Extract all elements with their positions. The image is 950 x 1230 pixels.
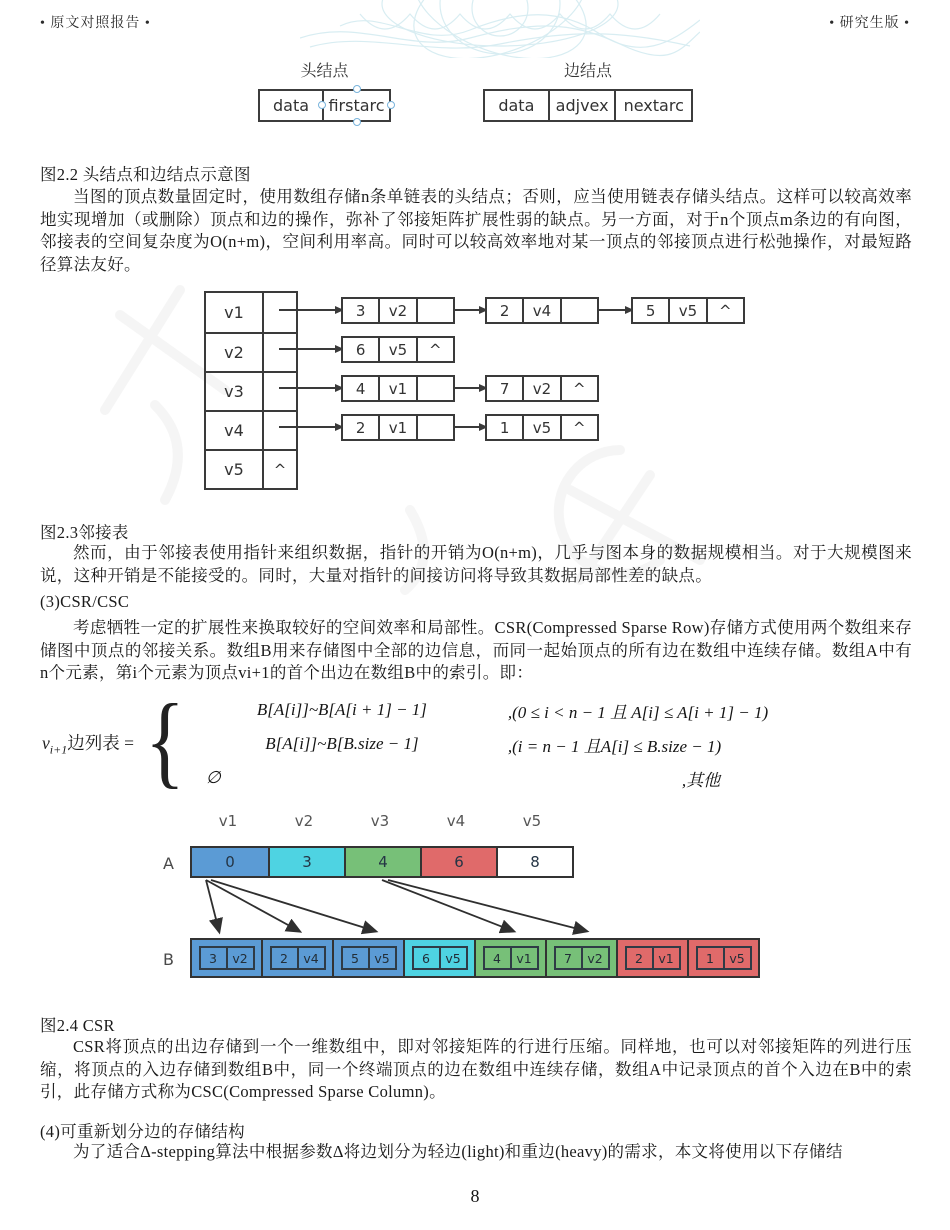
selection-handle-left[interactable] — [318, 101, 326, 109]
list-node — [341, 414, 455, 441]
head-row-v4 — [206, 410, 296, 449]
weight-cell: 5 — [351, 950, 359, 966]
a-cell: 0 — [192, 848, 268, 876]
list-node — [485, 297, 599, 324]
pointer-cell — [262, 334, 296, 371]
vertex-label: v1 — [224, 303, 244, 322]
paragraph-adjacency-intro: 当图的顶点数量固定时，使用数组存储n条单链表的头结点；否则，应当使用链表存储头结点。这样可以较高效率地实现增加（或删除）顶点和边的操作，弥补了邻接矩阵扩展性弱的缺点。另一方面，对于n个顶点m条边的有向图，邻接表的空间复杂度为O(n+m)，空间利用率高。同时可以较高效率地对某一顶点的邻接顶点进行松弛操作，对最短路径算法友好。 — [40, 187, 912, 274]
list-node — [631, 297, 745, 324]
weight-cell: 2 — [355, 418, 366, 437]
vertex-cell: v4 — [297, 948, 324, 968]
edge-node-adjvex-cell: adjvex — [548, 91, 615, 120]
pointer-cell — [262, 412, 296, 449]
pointer-cell — [262, 373, 296, 410]
array-a — [190, 846, 574, 878]
vertex-cell: v5 — [522, 416, 559, 439]
page-number: 8 — [470, 1186, 480, 1206]
list-node — [341, 375, 455, 402]
edge-list-formula — [42, 683, 892, 798]
caption-fig-2-4: 图2.4 CSR — [40, 1016, 115, 1035]
paragraph-csr-csc: CSR将顶点的出边存储到一个一维数组中，即对邻接矩阵的行进行压缩。同样地，也可以对邻接矩阵的列进行压缩，将顶点的入边存储到数组B中，同一个终端顶点的边在数组中连续存储，数组A中记录顶点的首个入边在B中的索引，此存储方式称为CSC(Compressed Sparse Column)。 — [40, 1037, 912, 1101]
vertex-label: v4 — [224, 421, 244, 440]
edge-record — [341, 946, 397, 970]
head-row-v1 — [206, 293, 296, 332]
edge-record — [696, 946, 752, 970]
array-a-label: A — [163, 854, 174, 873]
pointer-cell — [262, 293, 296, 332]
vertex-cell: v4 — [522, 299, 559, 322]
head-node-firstarc-cell: firstarc — [322, 91, 389, 120]
weight-cell: 2 — [280, 950, 288, 966]
vertex-cell: v5 — [368, 948, 395, 968]
a-cell: 4 — [344, 848, 420, 876]
csr-vertex-label: v5 — [522, 812, 542, 830]
b-cell — [616, 938, 689, 978]
vertex-cell: v5 — [439, 948, 466, 968]
csr-figure — [0, 810, 950, 982]
formula-case-1: B[A[i]]~B[A[i + 1] − 1] ,(0 ≤ i < n − 1 且 A[i] ≤ A[i + 1] − 1) — [256, 700, 769, 722]
null-marker: ^ — [416, 338, 453, 361]
vertex-cell: v2 — [581, 948, 608, 968]
edge-node-data-cell: data — [498, 96, 535, 115]
vertex-cell: v1 — [510, 948, 537, 968]
csr-vertex-label: v4 — [446, 812, 466, 830]
header-left: • 原文对照报告 • — [40, 16, 151, 31]
head-node-title: 头结点 — [300, 61, 349, 80]
selection-handle-bottom[interactable] — [353, 118, 361, 126]
vertex-cell: v1 — [652, 948, 679, 968]
caption-fig-2-3: 图2.3邻接表 — [40, 523, 129, 542]
pointer-arrow — [279, 426, 341, 428]
heading-repartition: (4)可重新划分边的存储结构 — [40, 1122, 245, 1141]
weight-cell: 7 — [564, 950, 572, 966]
edge-node-box — [483, 89, 693, 122]
head-row-v3 — [206, 371, 296, 410]
vertex-cell: v2 — [226, 948, 253, 968]
next-pointer-cell — [560, 299, 597, 322]
paragraph-delta-stepping: 为了适合Δ-stepping算法中根据参数Δ将边划分为轻边(light)和重边(heavy)的需求，本文将使用以下存储结 — [73, 1142, 843, 1161]
edge-record — [483, 946, 539, 970]
formula-lhs: $v_{i+1}$边列表 = — [42, 733, 134, 757]
header-right: • 研究生版 • — [829, 16, 910, 31]
formula-cases — [192, 698, 892, 791]
csr-vertex-label: v3 — [370, 812, 390, 830]
b-cell — [474, 938, 547, 978]
weight-cell: 6 — [422, 950, 430, 966]
paragraph-csr-intro: 考虑牺牲一定的扩展性来换取较好的空间效率和局部性。CSR(Compressed Sparse Row)存储方式使用两个数组来存储图中顶点的邻接关系。数组B用来存储图中全部的边信息，而同一起始顶点的所有边在数组中连续存储。数组A中有n个元素，第i个元素为顶点vi+1的首个出边在数组B中的索引。即： — [40, 618, 912, 682]
head-row-v2 — [206, 332, 296, 371]
vertex-label: v3 — [224, 382, 244, 401]
vertex-cell: v5 — [378, 338, 415, 361]
list-node — [485, 414, 599, 441]
vertex-cell: v2 — [378, 299, 415, 322]
array-b — [190, 938, 760, 978]
vertex-cell: v5 — [723, 948, 750, 968]
weight-cell: 2 — [635, 950, 643, 966]
a-cell: 8 — [496, 848, 572, 876]
selection-handle-top[interactable] — [353, 85, 361, 93]
b-cell — [545, 938, 618, 978]
weight-cell: 4 — [355, 379, 366, 398]
null-marker: ^ — [560, 377, 597, 400]
vertex-label: v5 — [224, 460, 244, 479]
edge-record — [270, 946, 326, 970]
weight-cell: 1 — [706, 950, 714, 966]
pointer-arrow — [279, 348, 341, 350]
b-cell — [403, 938, 476, 978]
csr-vertex-label: v2 — [294, 812, 314, 830]
vertex-cell: v2 — [522, 377, 559, 400]
vertex-cell: v5 — [668, 299, 705, 322]
b-cell — [687, 938, 760, 978]
weight-cell: 5 — [645, 301, 656, 320]
null-marker: ^ — [262, 451, 296, 488]
next-pointer-cell — [416, 416, 453, 439]
weight-cell: 7 — [499, 379, 510, 398]
selection-handle-right[interactable] — [387, 101, 395, 109]
weight-cell: 1 — [499, 418, 510, 437]
null-marker: ^ — [706, 299, 743, 322]
edge-record — [625, 946, 681, 970]
edge-node-title: 边结点 — [563, 61, 612, 80]
edge-node-nextarc-cell: nextarc — [614, 91, 691, 120]
next-pointer-cell — [416, 299, 453, 322]
pointer-arrow — [279, 309, 341, 311]
weight-cell: 6 — [355, 340, 366, 359]
formula-case-3: ∅ ,其他 — [205, 768, 721, 790]
b-cell — [261, 938, 334, 978]
b-cell — [190, 938, 263, 978]
paragraph-adjacency-drawback: 然而，由于邻接表使用指针来组织数据，指针的开销为O(n+m)，几乎与图本身的数据规模相当。对于大规模图来说，这种开销是不能接受的。同时，大量对指针的间接访问将导致其数据局部性差的缺点。 — [40, 543, 912, 585]
vertex-label: v2 — [224, 343, 244, 362]
vertex-cell: v1 — [378, 416, 415, 439]
next-pointer-cell — [416, 377, 453, 400]
formula-case-2: B[A[i]]~B[B.size − 1] ,(i = n − 1 且A[i] ≤ B.size − 1) — [265, 734, 722, 756]
list-node — [485, 375, 599, 402]
vertex-cell: v1 — [378, 377, 415, 400]
edge-record — [412, 946, 468, 970]
adjacency-head-table — [204, 291, 298, 490]
pointer-arrow — [279, 387, 341, 389]
weight-cell: 4 — [493, 950, 501, 966]
edge-record — [554, 946, 610, 970]
null-marker: ^ — [560, 416, 597, 439]
guilloche-pattern — [300, 0, 700, 58]
adjacency-list-figure — [0, 291, 950, 487]
csr-vertex-label: v1 — [218, 812, 238, 830]
weight-cell: 3 — [355, 301, 366, 320]
formula-brace: { — [144, 683, 185, 798]
head-node-data-cell: data — [273, 96, 310, 115]
edge-record — [199, 946, 255, 970]
list-node — [341, 336, 455, 363]
array-b-label: B — [163, 950, 174, 969]
weight-cell: 3 — [209, 950, 217, 966]
b-cell — [332, 938, 405, 978]
head-row-v5 — [206, 449, 296, 488]
heading-csr-csc: (3)CSR/CSC — [40, 592, 130, 611]
list-node — [341, 297, 455, 324]
a-cell: 3 — [268, 848, 344, 876]
a-cell: 6 — [420, 848, 496, 876]
caption-fig-2-2: 图2.2 头结点和边结点示意图 — [40, 165, 251, 184]
weight-cell: 2 — [499, 301, 510, 320]
